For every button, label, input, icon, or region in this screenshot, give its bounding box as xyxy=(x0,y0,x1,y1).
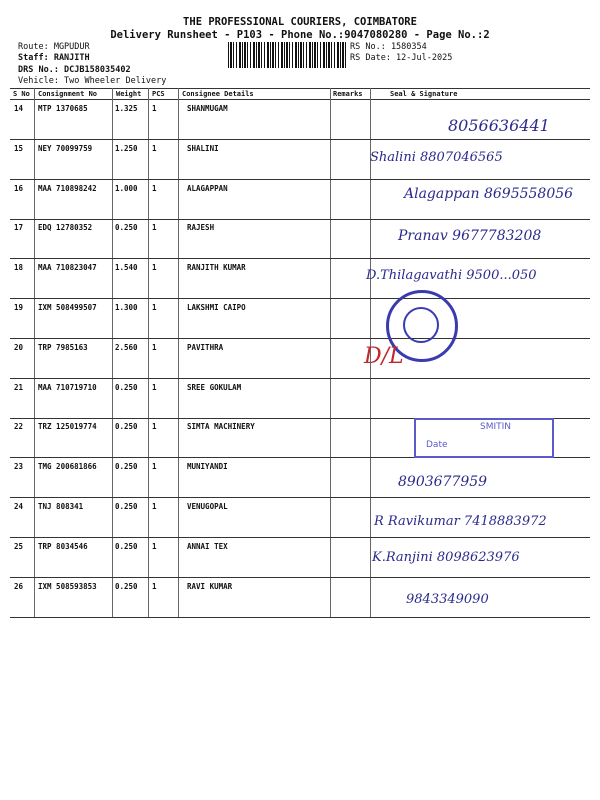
cell-consignment: TRP 7985163 xyxy=(38,342,88,352)
cell-consignee: LAKSHMI CAIPO xyxy=(187,303,246,312)
cell-consignment: EDQ 12780352 xyxy=(38,223,93,233)
cell-consignment: NEY 70099759 xyxy=(38,143,93,153)
cell-consignment: MTP 1370685 xyxy=(38,104,88,113)
cell-consignee: SIMTA MACHINERY xyxy=(187,422,255,432)
cell-weight: 0.250 xyxy=(115,581,138,591)
cell-weight: 0.250 xyxy=(115,502,138,511)
col-consignee: Consignee Details xyxy=(182,90,254,98)
cell-sno: 17 xyxy=(14,223,24,233)
cell-weight: 0.250 xyxy=(115,223,138,233)
cell-consignment: TNJ 808341 xyxy=(38,502,84,511)
cell-consignee: SHANMUGAM xyxy=(187,104,228,113)
cell-consignee: VENUGOPAL xyxy=(187,502,228,511)
cell-pcs: 1 xyxy=(152,303,157,312)
cell-pcs: 1 xyxy=(152,422,157,432)
table-row xyxy=(10,578,590,618)
cell-sno: 22 xyxy=(14,422,24,432)
stamp-date-label: Date xyxy=(426,440,448,450)
cell-weight: 1.000 xyxy=(115,183,138,193)
cell-consignee: RAVI KUMAR xyxy=(187,581,233,591)
runsheet-subtitle: Delivery Runsheet - P103 - Phone No.:9047080280 - Page No.:2 xyxy=(110,29,490,41)
route: Route: MGPUDUR xyxy=(18,42,90,52)
col-weight: Weight xyxy=(116,90,142,98)
company-title: THE PROFESSIONAL COURIERS, COIMBATORE xyxy=(183,16,417,28)
cell-sno: 15 xyxy=(14,143,24,153)
cell-consignee: RANJITH KUMAR xyxy=(187,263,246,273)
cell-pcs: 1 xyxy=(152,263,157,273)
signature-26: 9843349090 xyxy=(406,592,489,607)
signature-24: R Ravikumar 7418883972 xyxy=(374,514,547,529)
cell-weight: 0.250 xyxy=(115,541,138,551)
cell-sno: 21 xyxy=(14,382,24,392)
cell-pcs: 1 xyxy=(152,143,157,153)
stamp-text: SMITIN xyxy=(480,422,512,432)
cell-consignment: MAA 710823047 xyxy=(38,263,97,273)
table-row xyxy=(10,339,590,379)
rs-date: RS Date: 12-Jul-2025 xyxy=(350,53,453,63)
rs-number: RS No.: 1580354 xyxy=(350,42,427,52)
cell-sno: 19 xyxy=(14,303,24,312)
cell-weight: 0.250 xyxy=(115,382,138,392)
table-row xyxy=(10,140,590,180)
barcode xyxy=(228,42,346,68)
cell-weight: 0.250 xyxy=(115,422,138,432)
cell-sno: 24 xyxy=(14,502,24,511)
table-row xyxy=(10,458,590,498)
staff: Staff: RANJITH xyxy=(18,53,90,63)
col-consignment: Consignment No xyxy=(38,90,98,98)
cell-consignee: MUNIYANDI xyxy=(187,462,228,472)
col-sno: S No xyxy=(13,90,30,98)
drs-number: DRS No.: DCJB158035402 xyxy=(18,65,131,75)
signature-16: Alagappan 8695558056 xyxy=(404,186,574,202)
cell-consignee: ANNAI TEX xyxy=(187,541,228,551)
cell-consignment: MAA 710898242 xyxy=(38,183,97,193)
col-pcs: PCS xyxy=(152,90,165,98)
cell-consignment: TRP 8034546 xyxy=(38,541,88,551)
cell-sno: 23 xyxy=(14,462,24,472)
rect-stamp xyxy=(414,418,554,458)
row-divider xyxy=(10,617,590,618)
cell-consignee: PAVITHRA xyxy=(187,342,224,352)
cell-sno: 18 xyxy=(14,263,24,273)
cell-consignment: IXM 508499507 xyxy=(38,303,97,312)
table-row xyxy=(10,299,590,339)
signature-18: D.Thilagavathi 9500...050 xyxy=(366,268,537,283)
cell-weight: 0.250 xyxy=(115,462,138,472)
cell-consignee: RAJESH xyxy=(187,223,215,233)
table-row xyxy=(10,379,590,419)
cell-pcs: 1 xyxy=(152,462,157,472)
col-seal-signature: Seal & Signature xyxy=(390,90,458,98)
cell-consignment: TMG 200681866 xyxy=(38,462,97,472)
cell-pcs: 1 xyxy=(152,223,157,233)
cell-sno: 14 xyxy=(14,104,24,113)
signature-17: Pranav 9677783208 xyxy=(398,228,542,244)
cell-consignee: SREE GOKULAM xyxy=(187,382,242,392)
cell-pcs: 1 xyxy=(152,541,157,551)
cell-consignment: TRZ 125019774 xyxy=(38,422,97,432)
cell-weight: 1.300 xyxy=(115,303,138,312)
signature-15: Shalini 8807046565 xyxy=(370,150,503,165)
cell-pcs: 1 xyxy=(152,382,157,392)
cell-pcs: 1 xyxy=(152,502,157,511)
cell-pcs: 1 xyxy=(152,581,157,591)
signature-25: K.Ranjini 8098623976 xyxy=(372,550,520,565)
cell-consignee: SHALINI xyxy=(187,143,219,153)
signature-14: 8056636441 xyxy=(448,116,550,135)
delivered-mark: D/L xyxy=(364,344,404,369)
cell-pcs: 1 xyxy=(152,183,157,193)
cell-consignee: ALAGAPPAN xyxy=(187,183,228,193)
cell-sno: 16 xyxy=(14,183,24,193)
cell-consignment: MAA 710719710 xyxy=(38,382,97,392)
cell-weight: 1.250 xyxy=(115,143,138,153)
vehicle: Vehicle: Two Wheeler Delivery xyxy=(18,76,167,86)
cell-sno: 26 xyxy=(14,581,24,591)
cell-sno: 25 xyxy=(14,541,24,551)
cell-weight: 2.560 xyxy=(115,342,138,352)
cell-weight: 1.325 xyxy=(115,104,138,113)
cell-pcs: 1 xyxy=(152,104,157,113)
col-remarks: Remarks xyxy=(333,90,363,98)
cell-pcs: 1 xyxy=(152,342,157,352)
table-top-border xyxy=(10,88,590,89)
cell-consignment: IXM 508593853 xyxy=(38,581,97,591)
signature-23: 8903677959 xyxy=(398,474,488,490)
cell-sno: 20 xyxy=(14,342,24,352)
cell-weight: 1.540 xyxy=(115,263,138,273)
